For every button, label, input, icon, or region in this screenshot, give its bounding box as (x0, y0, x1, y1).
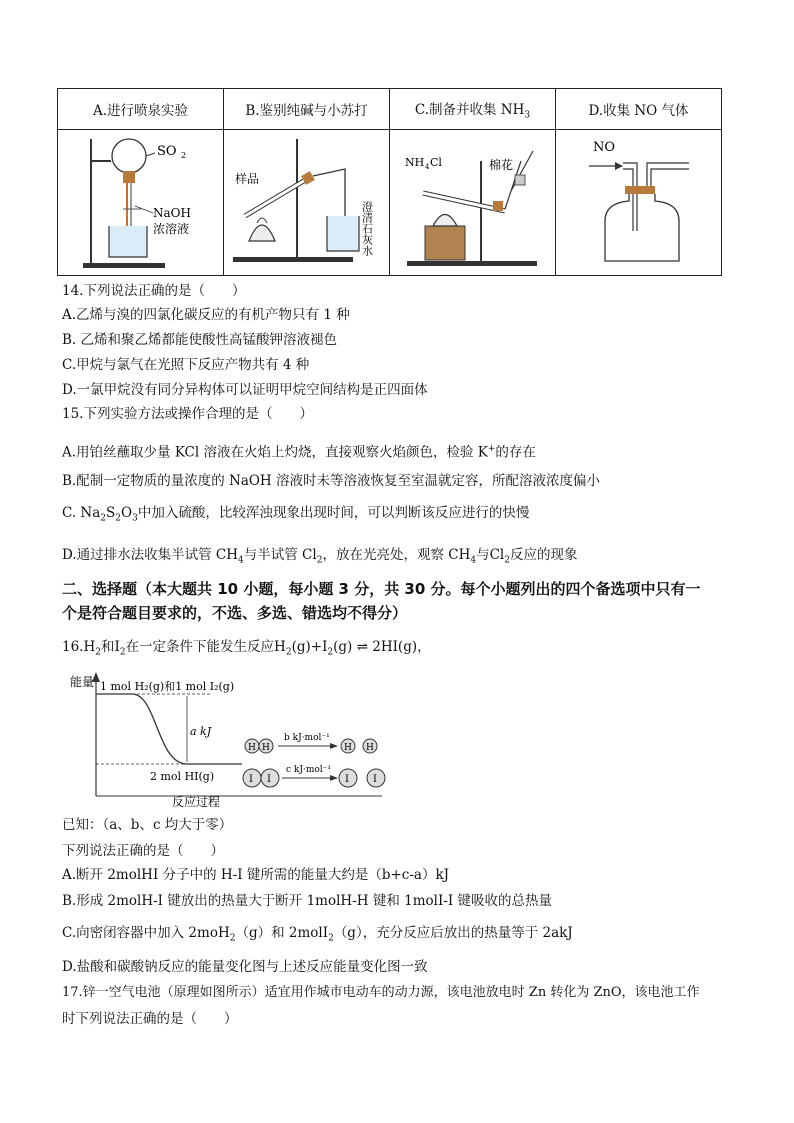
q15-option-d: D.通过排水法收集半试管 $CH_4$与半试管 $Cl_2$，放在光亮处，观察 $CH_4$与$Cl_2$反应的现象 (62, 547, 578, 566)
energy-diagram (62, 668, 402, 810)
figure-b-heating (224, 130, 390, 276)
q16-stem: $16.H_2$和$I_2$在一定条件下能发生反应$H_2(g)+I_2(g)$ ⇌ 2HI(g)， (62, 639, 431, 658)
svg-text:I: I (373, 774, 377, 785)
svg-text:b kJ·mol⁻¹: b kJ·mol⁻¹ (284, 733, 330, 743)
svg-text:棉花: 棉花 (488, 157, 513, 172)
svg-text:c kJ·mol⁻¹: c kJ·mol⁻¹ (286, 765, 332, 775)
q16-ask: 下列说法正确的是（ ） (62, 843, 224, 859)
svg-text:1 mol H₂(g)和1 mol I₂(g): 1 mol H₂(g)和1 mol I₂(g) (100, 680, 235, 693)
svg-text:I: I (267, 774, 271, 785)
svg-text:澄清石灰水: 澄清石灰水 (360, 200, 373, 256)
q16-known: 已知：（a、b、c 均大于零） (62, 817, 233, 833)
header-c: C.制备并收集 $NH_3$ (390, 89, 556, 130)
apparatus-table (57, 88, 722, 276)
section2-line2: 个是符合题目要求的，不选、多选、错选均不得分） (62, 604, 408, 622)
q16-option-c: C.向密闭容器中加入 2moH$_2$（g）和 2molI$_2$（g），充分反应后放出的热量等于 2akJ (62, 925, 573, 944)
svg-text:反应过程: 反应过程 (172, 795, 221, 809)
q14-stem: 14.下列说法正确的是（ ） (62, 283, 246, 299)
svg-text:NO: NO (592, 139, 615, 155)
header-a: A.进行喷泉实验 (58, 89, 224, 130)
figure-a-fountain (58, 130, 224, 276)
section2-line1: 二、选择题（本大题共 10 小题，每小题 3 分，共 30 分。每个小题列出的四个备选项中只有一 (62, 580, 701, 598)
svg-text:能量: 能量 (70, 675, 95, 689)
svg-text:a kJ: a kJ (190, 725, 212, 738)
q14-option-a: A.乙烯与溴的四氯化碳反应的有机产物只有 1 种 (62, 307, 350, 323)
q15-option-c: C. $Na_2S_2O_3$中加入硫酸，比较浑浊现象出现时间，可以判断该反应进行的快慢 (62, 505, 530, 524)
svg-text:I: I (249, 774, 253, 785)
q16-option-a: A.断开 2molHI 分子中的 H-I 键所需的能量大约是（b+c-a）kJ (62, 867, 450, 883)
q14-option-d: D.一氯甲烷没有同分异构体可以证明甲烷空间结构是正四面体 (62, 382, 428, 398)
svg-text:H: H (248, 743, 256, 753)
equilibrium-arrow-icon: ⇌ (352, 639, 373, 655)
svg-text:样品: 样品 (234, 171, 259, 186)
svg-text:SO: SO (156, 143, 177, 159)
svg-text:NaOH: NaOH (152, 205, 191, 220)
q16-option-d: D.盐酸和碳酸钠反应的能量变化图与上述反应能量变化图一致 (62, 959, 428, 975)
figure-c-nh3 (390, 130, 556, 276)
q17-line2: 时下列说法正确的是（ ） (62, 1011, 238, 1027)
svg-text:H: H (344, 743, 352, 753)
svg-text:H: H (262, 743, 270, 753)
q14-option-b: B. 乙烯和聚乙烯都能使酸性高锰酸钾溶液褪色 (62, 332, 338, 348)
svg-text:4: 4 (424, 162, 429, 171)
svg-text:2: 2 (180, 150, 186, 160)
svg-text:Cl: Cl (429, 155, 442, 169)
svg-text:I: I (345, 774, 349, 785)
svg-text:2 mol HI(g): 2 mol HI(g) (150, 770, 215, 783)
figure-d-no (556, 130, 722, 276)
svg-text:NH: NH (404, 155, 424, 169)
q15-option-a: A.用铂丝蘸取少量 KCl 溶液在火焰上灼烧，直接观察火焰颜色，检验 K+的存在 (62, 444, 536, 461)
svg-text:浓溶液: 浓溶液 (152, 221, 189, 236)
q15-option-b: B.配制一定物质的量浓度的 NaOH 溶液时未等溶液恢复至室温就定容，所配溶液浓度偏小 (62, 473, 600, 489)
q15-stem: 15.下列实验方法或操作合理的是（ ） (62, 406, 313, 422)
svg-text:H: H (366, 743, 374, 753)
q17-line1: 17.锌一空气电池（原理如图所示）适宜用作城市电动车的动力源，该电池放电时 Zn 转化为 ZnO，该电池工作 (62, 985, 700, 1000)
q16-option-b: B.形成 2molH-I 键放出的热量大于断开 1molH-H 键和 1molI-I 键吸收的总热量 (62, 893, 552, 909)
header-b: B.鉴别纯碱与小苏打 (224, 89, 390, 130)
q14-option-c: C.甲烷与氯气在光照下反应产物共有 4 种 (62, 357, 310, 373)
header-d: D.收集 NO 气体 (556, 89, 722, 130)
